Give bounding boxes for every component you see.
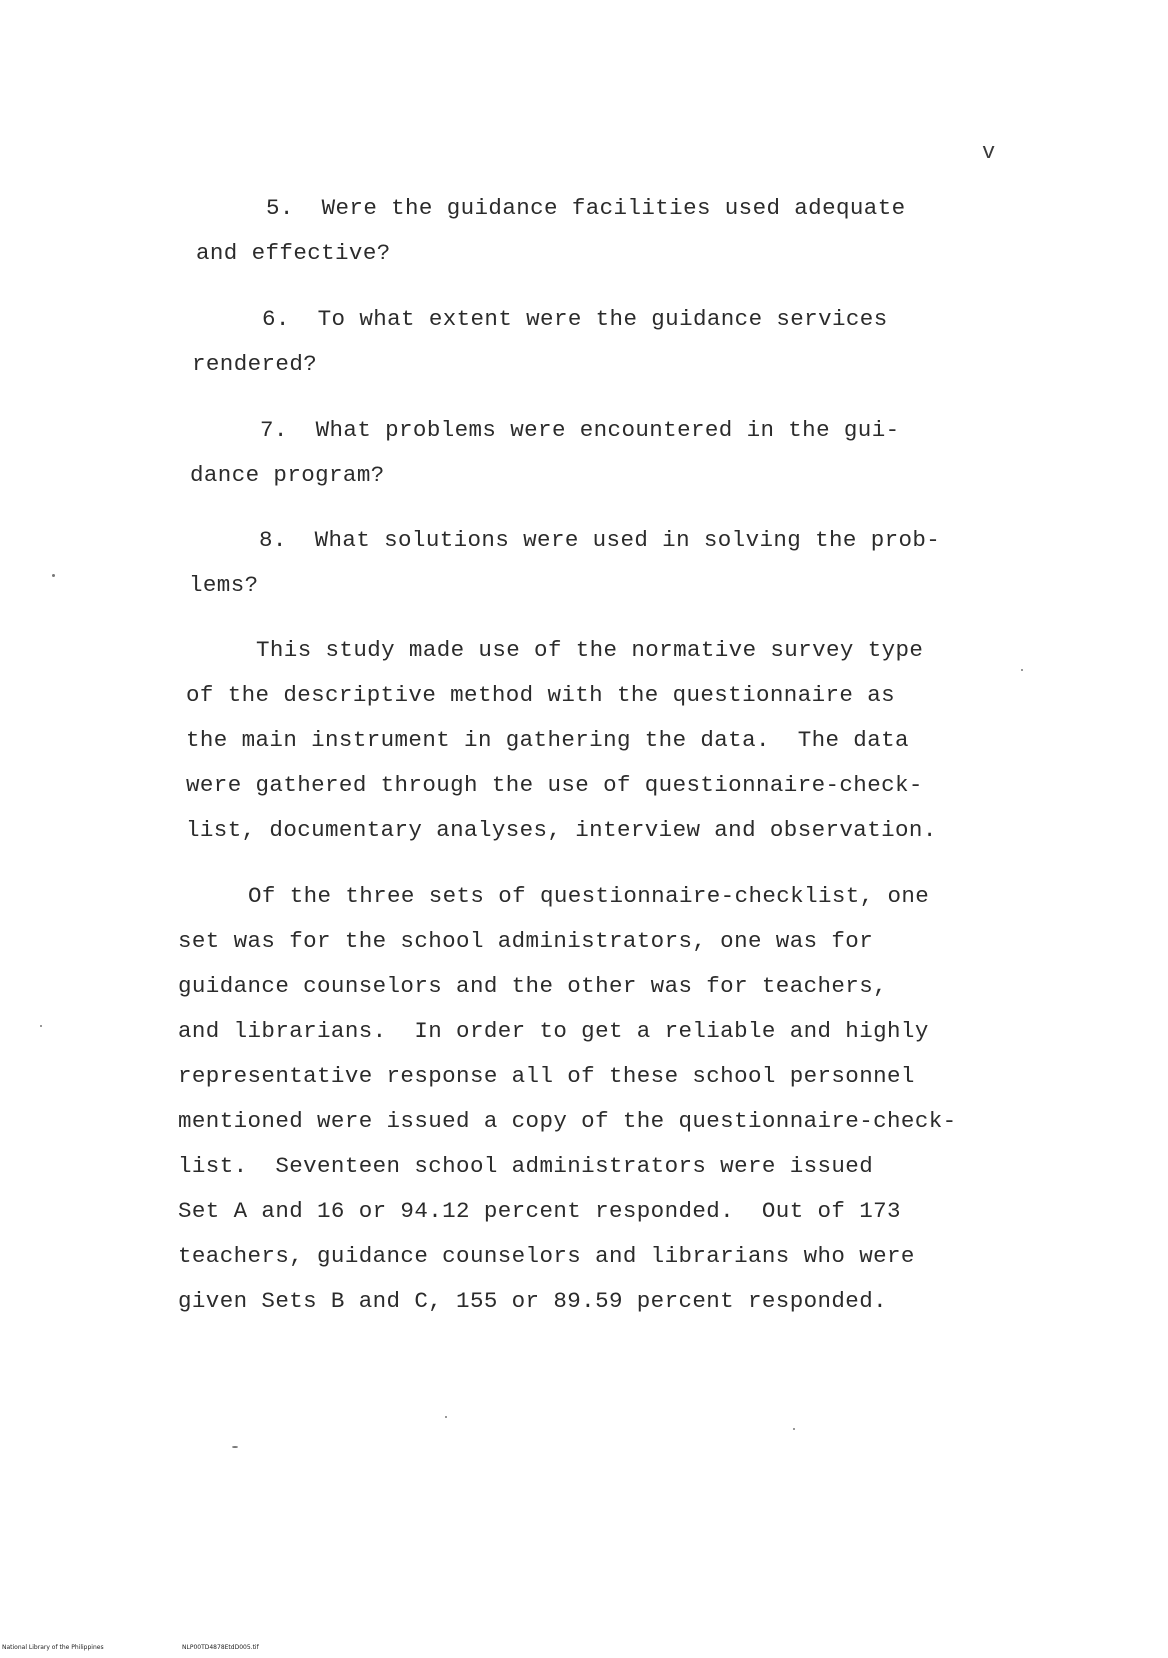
- respondents-line-9: teachers, guidance counselors and librarians who were: [178, 1243, 915, 1269]
- method-line-3: the main instrument in gathering the data. The data: [186, 727, 909, 753]
- question-8-line-2: lems?: [189, 572, 259, 598]
- question-8-line-1: 8. What solutions were used in solving the prob-: [259, 527, 941, 553]
- question-6-line-1: 6. To what extent were the guidance services: [262, 306, 888, 332]
- method-line-1: This study made use of the normative survey type: [256, 637, 924, 663]
- respondents-line-6: mentioned were issued a copy of the questionnaire-check-: [178, 1108, 957, 1134]
- question-8: [189, 518, 940, 608]
- question-5-line-1: 5. Were the guidance facilities used adequate: [266, 195, 906, 221]
- question-5-line-2: and effective?: [196, 240, 391, 266]
- respondents-line-8: Set A and 16 or 94.12 percent responded. Out of 173: [178, 1198, 901, 1224]
- method-line-5: list, documentary analyses, interview and observation.: [186, 817, 937, 843]
- scan-speck: [232, 1446, 238, 1448]
- scan-speck: [1021, 669, 1023, 671]
- question-7-line-1: 7. What problems were encountered in the gui-: [260, 417, 900, 443]
- scan-speck: [40, 1025, 42, 1027]
- respondents-line-4: and librarians. In order to get a reliable and highly: [178, 1018, 929, 1044]
- respondents-line-2: set was for the school administrators, one was for: [178, 928, 874, 954]
- question-6: [192, 297, 888, 387]
- respondents-line-3: guidance counselors and the other was for teachers,: [178, 973, 888, 999]
- method-line-4: were gathered through the use of questionnaire-check-: [186, 772, 923, 798]
- footer-file-name: NLP00TD4878EtdD005.tif: [182, 1644, 259, 1651]
- respondents-line-5: representative response all of these school personnel: [178, 1063, 915, 1089]
- question-7-line-2: dance program?: [190, 462, 385, 488]
- footer-library-credit: National Library of the Philippines: [2, 1644, 104, 1651]
- method-paragraph: [186, 628, 937, 853]
- question-6-line-2: rendered?: [192, 351, 318, 377]
- respondents-line-10: given Sets B and C, 155 or 89.59 percent responded.: [178, 1288, 888, 1314]
- scan-speck: [793, 1428, 795, 1430]
- page-number: v: [982, 140, 996, 165]
- respondents-line-1: Of the three sets of questionnaire-checklist, one: [248, 883, 930, 909]
- question-5: [196, 186, 906, 276]
- respondents-line-7: list. Seventeen school administrators were issued: [178, 1153, 874, 1179]
- method-line-2: of the descriptive method with the questionnaire as: [186, 682, 896, 708]
- question-7: [190, 408, 900, 498]
- respondents-paragraph: [178, 874, 957, 1324]
- scan-speck: [52, 574, 55, 577]
- scan-speck: [445, 1416, 447, 1418]
